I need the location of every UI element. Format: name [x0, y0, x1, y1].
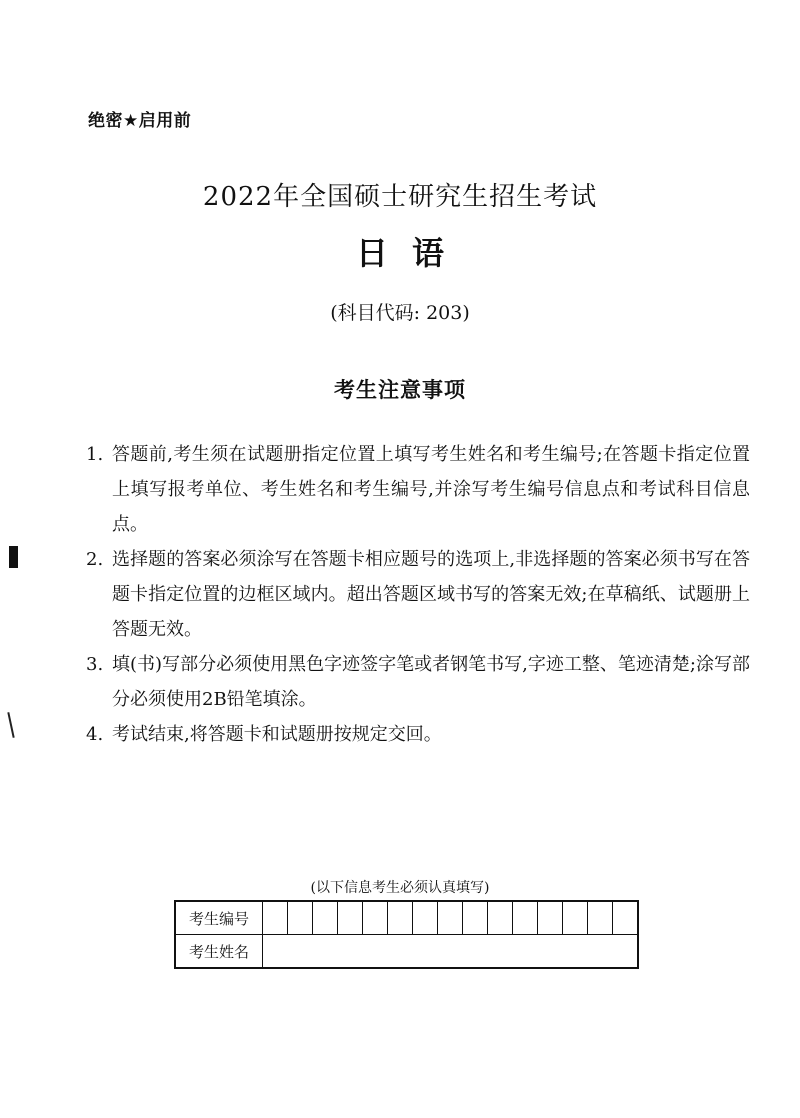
- candidate-number-box[interactable]: [363, 901, 388, 935]
- notice-number: 1.: [86, 444, 104, 465]
- candidate-number-box[interactable]: [588, 901, 613, 935]
- notice-number: 4.: [86, 724, 104, 745]
- candidate-number-box[interactable]: [463, 901, 488, 935]
- notice-text: 答题前,考生须在试题册指定位置上填写考生姓名和考生编号;在答题卡指定位置上填写报考单位、考生姓名和考生编号,并涂写考生编号信息点和考试科目信息点。: [112, 444, 750, 535]
- candidate-number-box[interactable]: [413, 901, 438, 935]
- subject-code: (科目代码: 203): [330, 302, 470, 324]
- candidate-number-box[interactable]: [538, 901, 563, 935]
- candidate-name-field[interactable]: [263, 935, 639, 969]
- candidate-info-table: [174, 900, 639, 969]
- confidential-label: 绝密★启用前: [88, 111, 192, 131]
- candidate-number-box[interactable]: [388, 901, 413, 935]
- candidate-number-box[interactable]: [313, 901, 338, 935]
- notice-item: [86, 437, 750, 542]
- exam-title: 2022年全国硕士研究生招生考试: [202, 182, 598, 212]
- scan-margin-mark: [9, 546, 18, 568]
- candidate-number-box[interactable]: [513, 901, 538, 935]
- candidate-name-label: 考生姓名: [175, 935, 263, 969]
- notice-text: 选择题的答案必须涂写在答题卡相应题号的选项上,非选择题的答案必须书写在答题卡指定位置的边框区域内。超出答题区域书写的答案无效;在草稿纸、试题册上答题无效。: [112, 549, 750, 640]
- candidate-number-box[interactable]: [288, 901, 313, 935]
- subject-title: 日语: [355, 234, 468, 272]
- notice-text: 考试结束,将答题卡和试题册按规定交回。: [112, 724, 442, 745]
- candidate-number-box[interactable]: [488, 901, 513, 935]
- candidate-info-caption: (以下信息考生必须认真填写): [310, 880, 490, 896]
- candidate-name-row: [175, 935, 638, 969]
- candidate-number-box[interactable]: [263, 901, 288, 935]
- notice-item: [86, 647, 750, 717]
- candidate-number-box[interactable]: [563, 901, 588, 935]
- candidate-number-box[interactable]: [613, 901, 639, 935]
- candidate-number-label: 考生编号: [175, 901, 263, 935]
- notice-item: [86, 542, 750, 647]
- notice-item: [86, 717, 750, 752]
- notice-heading: 考生注意事项: [334, 378, 466, 402]
- notice-number: 2.: [86, 549, 104, 570]
- candidate-number-row: [175, 901, 638, 935]
- notice-number: 3.: [86, 654, 104, 675]
- notice-text: 填(书)写部分必须使用黑色字迹签字笔或者钢笔书写,字迹工整、笔迹清楚;涂写部分必须使用2B铅笔填涂。: [112, 654, 750, 710]
- scan-margin-tick: [7, 712, 14, 738]
- notice-list: [86, 437, 750, 752]
- candidate-number-box[interactable]: [438, 901, 463, 935]
- candidate-number-box[interactable]: [338, 901, 363, 935]
